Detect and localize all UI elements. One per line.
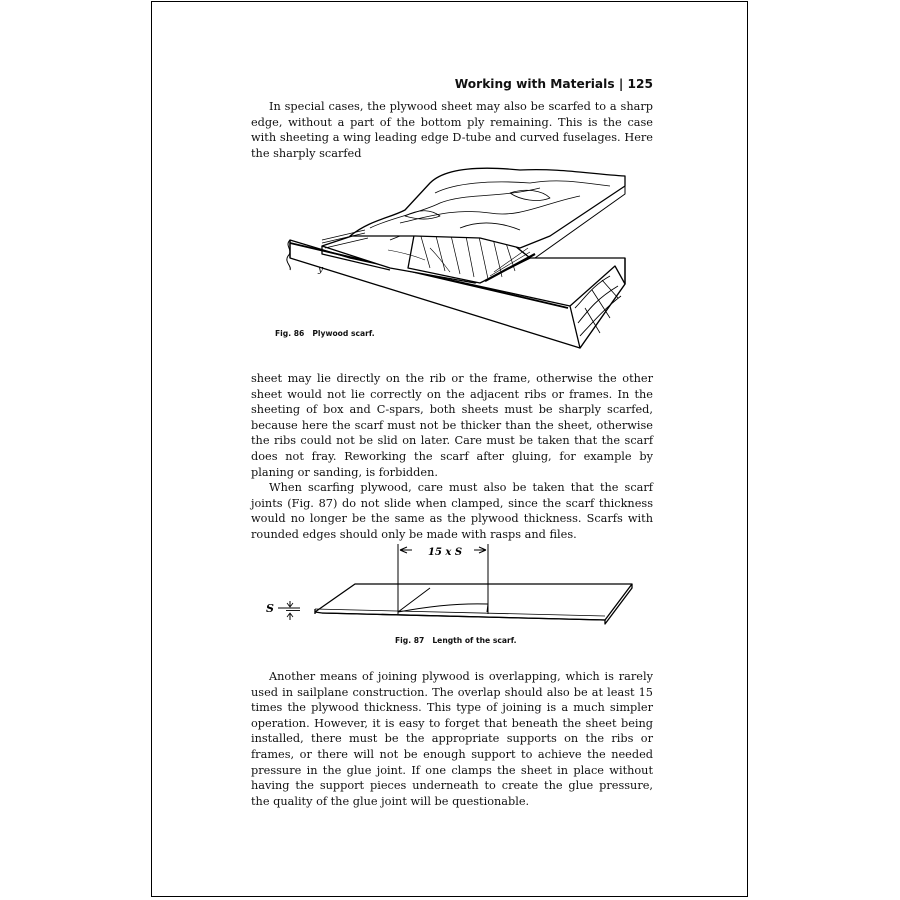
header-separator: | — [618, 77, 624, 91]
chapter-title: Working with Materials — [454, 77, 615, 91]
paragraph-1-block — [251, 99, 653, 161]
figure-86-plywood-scarf-drawing — [280, 158, 640, 350]
paragraph-3: When scarfing plywood, care must also be taken that the scarf joints (Fig. 87) do not slide when clamped, since the scarf thickness would no longer be the same as the plywood thickness. Scarfs with rounded edges should only be made with rasps and files. — [251, 481, 653, 541]
figure-87-caption — [395, 636, 517, 645]
figure-87-scarf-length-drawing — [260, 536, 640, 628]
paragraph-2: sheet may lie directly on the rib or the frame, otherwise the other sheet would not lie correctly on the adjacent ribs or frames. In the sheeting of box and C-spars, both sheets must be sharply scarfed, because here the scarf must not be thicker than the sheet, otherwise the ribs could not be slid on later. Care must be taken that the scarf does not fray. Reworking the scarf after gluing, for example by planing or sanding, is forbidden. — [251, 372, 653, 479]
figure-87-number: Fig. 87 — [395, 636, 425, 645]
page-number: 125 — [627, 77, 653, 91]
figure-86-number: Fig. 86 — [275, 329, 305, 338]
figure-86-caption — [275, 329, 375, 338]
paragraph-4-block — [251, 669, 653, 809]
figure-87-thickness-label: S — [266, 602, 274, 615]
figure-87-caption-text: Length of the scarf. — [432, 636, 517, 645]
figure-86-mark: y — [318, 265, 324, 275]
figure-87-dimension-label: 15 x S — [428, 547, 463, 558]
paragraph-2-3-block — [251, 371, 653, 543]
paragraph-4: Another means of joining plywood is overlapping, which is rarely used in sailplane construction. The overlap should also be at least 15 times the plywood thickness. This type of joining is a much simpler operation. However, it is easy to forget that beneath the sheet being installed, there must be the appropriate supports on the ribs or frames, or there will not be enough support to achieve the needed pressure in the glue joint. If one clamps the sheet in place without having the support pieces underneath to create the glue pressure, the quality of the glue joint will be questionable. — [251, 670, 653, 808]
running-header — [0, 77, 653, 91]
figure-86-caption-text: Plywood scarf. — [312, 329, 375, 338]
paragraph-1: In special cases, the plywood sheet may also be scarfed to a sharp edge, without a part of the bottom ply remaining. This is the case with sheeting a wing leading edge D-tube and curved fuselages. Here the sharply scarfed — [251, 100, 653, 160]
